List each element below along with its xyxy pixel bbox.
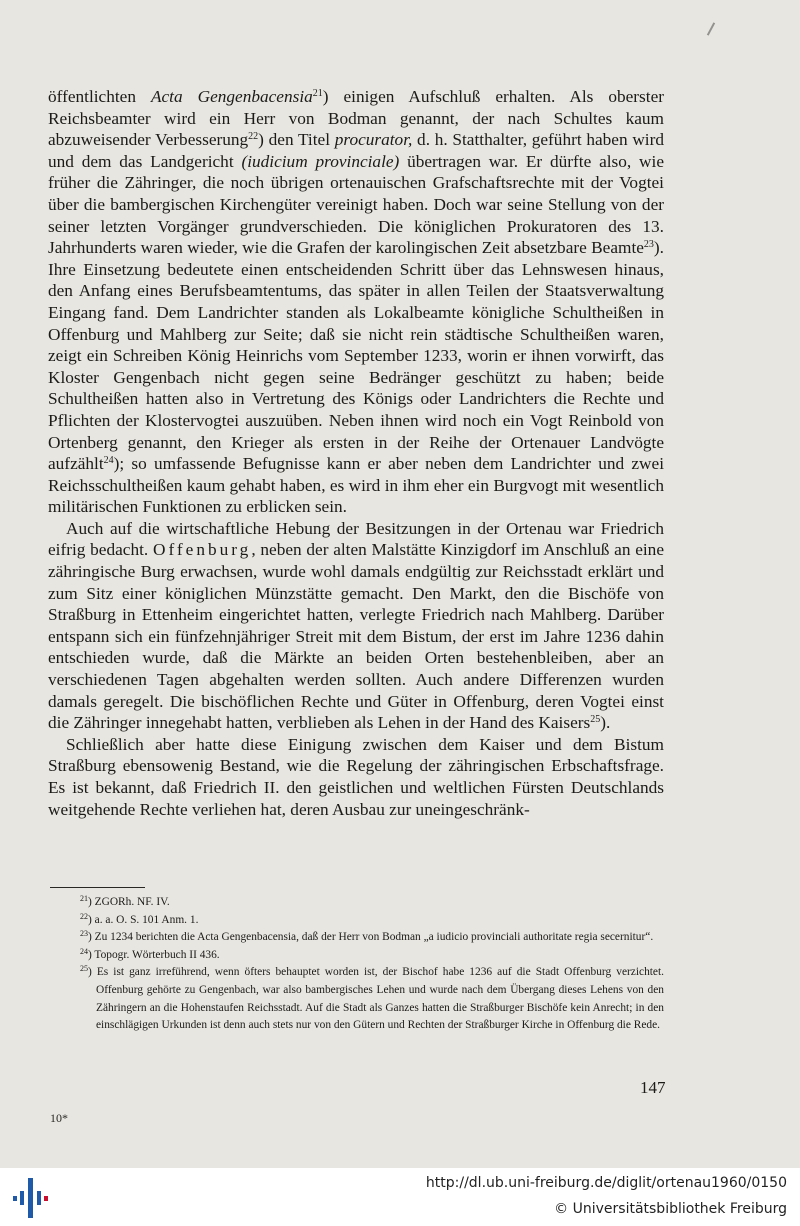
text-run: übertragen war. Er dürfte also, wie früher die Zähringer, die noch übrigen ortenauischen Grafschaftsrechte mit der Vogtei über die bambergischen Kirchengüter vereinigt haben. Doch war seine Stellung von der seiner letzten Vorgänger grundverschieden. Die königlichen Prokuratoren des 13. Jahrhunderts waren wieder, wie die Grafen der karolingischen Zeit absetzbare Beamte [48,151,664,258]
text-run: ) einigen Aufschluß erhalten. Als oberster Reichsbeamter wird ein Herr von Bodman genannt, der nach Schultes kaum abzuweisender Verbesserung [48,87,664,150]
footnote-number: 22 [80,911,88,921]
paragraph-1 [48,86,664,518]
footnote [48,894,664,912]
signature-mark: 10* [50,1111,68,1125]
footnote-ref: 21 [312,88,323,99]
spaced-text: Offenburg [152,540,252,560]
footnote-number: 21 [80,894,88,903]
italic-text: (iudicium provinciale) [241,151,400,171]
permalink-url[interactable]: http://dl.ub.uni-freiburg.de/diglit/ortenau1960/0150 [425,1175,787,1191]
footnote-ref: 23 [643,239,654,251]
footnote-ref: 25 [590,714,601,726]
italic-text: Acta Gengenbacensia [150,87,313,106]
paragraph-2 [48,518,664,734]
viewer-footer [0,1168,800,1226]
page-number: 147 [640,1078,666,1097]
footnote [48,964,664,1034]
text-run: , neben der alten Malstätte Kinzigdorf im Anschluß an eine zähringische Burg erwachsen, wurde wohl damals endgültig zur Reichsstadt erklärt und zum Sitz einer königlichen Münzstätte gemacht. Den Markt, den die Bischöfe von Straßburg in Ettenheim eingerichtet hatten, verlegte Friedrich nach Mahlberg. Darüber entspann sich ein fünfzehnjähriger Streit mit dem Bistum, der erst im Jahre 1236 dahin entschieden wurde, daß die Märkte an beiden Orten bestehenbleiben, aber an verschiedenen Tagen abgehalten werden sollten. Auch andere Differenzen wurden damals geregelt. Die bischöflichen Rechte und Güter in Offenburg, deren Vogtei einst die Zähringer innegehabt hatten, verblieben als Lehen in der Hand des Kaisers [48,540,664,733]
footnote-text: ) ZGORh. NF. IV. [88,896,170,908]
text-run: ); so umfassende Befugnisse kann er aber neben dem Landrichter und zwei Reichsschultheißen kaum gehabt haben, es wird in ihm eher ein Burgvogt mit wesentlich militärischen Funktionen zu erblicken sein. [48,454,664,517]
footnote-number: 23 [80,929,88,939]
footnote [48,929,664,947]
footnote-divider [50,887,145,888]
footnote-text: ) Es ist ganz irreführend, wenn öfters behauptet worden ist, der Bischof habe 1236 auf die Stadt Offenburg verzichtet. Offenburg gehörte zu Gengenbach, war also bambergisches Lehen und wurde nach dem Übergang dieses Lehens von den Zähringern an die Hohenstaufen Reichsstadt. Auf die Stadt als Ganzes hatten die Straßburger Bischöfe kein Anrecht; in den einschlägigen Urkunden ist denn auch stets nur von den Gütern und Rechten der Straßburger Kirche in Offenburg die Rede. [88,966,664,1032]
text-run: ) den Titel [258,130,335,150]
copyright-notice: © Universitätsbibliothek Freiburg [554,1201,787,1217]
footnote [48,947,664,965]
paragraph-3 [48,734,664,820]
footnote [48,912,664,930]
footnote-ref: 22 [248,131,259,143]
footnote-ref: 24 [103,455,114,467]
footnote-text: ) Topogr. Wörterbuch II 436. [88,948,220,961]
scan-speck [707,22,715,35]
text-run: Auch auf die wirtschaftliche Hebung der Besitzungen in der Ortenau war Friedrich eifrig bedacht. [48,518,664,560]
footnote-text: ) Zu 1234 berichten die Acta Gengenbacensia, daß der Herr von Bodman „a iudicio provinciali authoritate regia secernitur“. [88,931,654,944]
footnote-number: 24 [80,946,88,956]
text-run: d. h. Statthalter, geführt haben wird und dem das Landgericht [48,130,664,171]
footnotes [48,894,664,1035]
library-logo-icon [8,1176,52,1220]
footnote-text: ) a. a. O. S. 101 Anm. 1. [88,913,199,926]
body-text [48,86,664,820]
text-run: öffentlichten [48,87,151,106]
text-run: Schließlich aber hatte diese Einigung zwischen dem Kaiser und dem Bistum Straßburg ebensowenig Bestand, wie die Regelung der zähringischen Erbschaftsfrage. Es ist bekannt, daß Friedrich II. den geistlichen und weltlichen Fürsten Deutschlands weitgehende Rechte verliehen hat, deren Ausbau zur uneingeschränk- [48,734,664,819]
italic-text: procurator, [334,130,413,150]
text-run: ). Ihre Einsetzung bedeutete einen entscheidenden Schritt über das Lehnswesen hinaus, den Anfang eines Berufsbeamtentums, das später in allen Teilen der Staatsverwaltung Eingang fand. Dem Landrichter standen als Lokalbeamte königliche Schultheißen in Offenburg und Mahlberg zur Seite; daß sie nicht rein städtische Schultheißen waren, zeigt ein Schreiben König Heinrichs vom September 1233, worin er ihnen vorwirft, das Kloster Gengenbach nicht gegen seine Bedränger geschützt zu haben; beide Schultheißen hatten also in Vertretung des Königs oder Landrichters die Rechte und Pflichten der Klostervogtei auszuüben. Neben ihnen wird noch ein Vogt Reinbold von Ortenberg genannt, den Krieger als ersten in der Reihe der Ortenauer Landvögte aufzählt [48,238,664,474]
footnote-number: 25 [80,964,88,974]
text-run: ). [600,713,611,733]
